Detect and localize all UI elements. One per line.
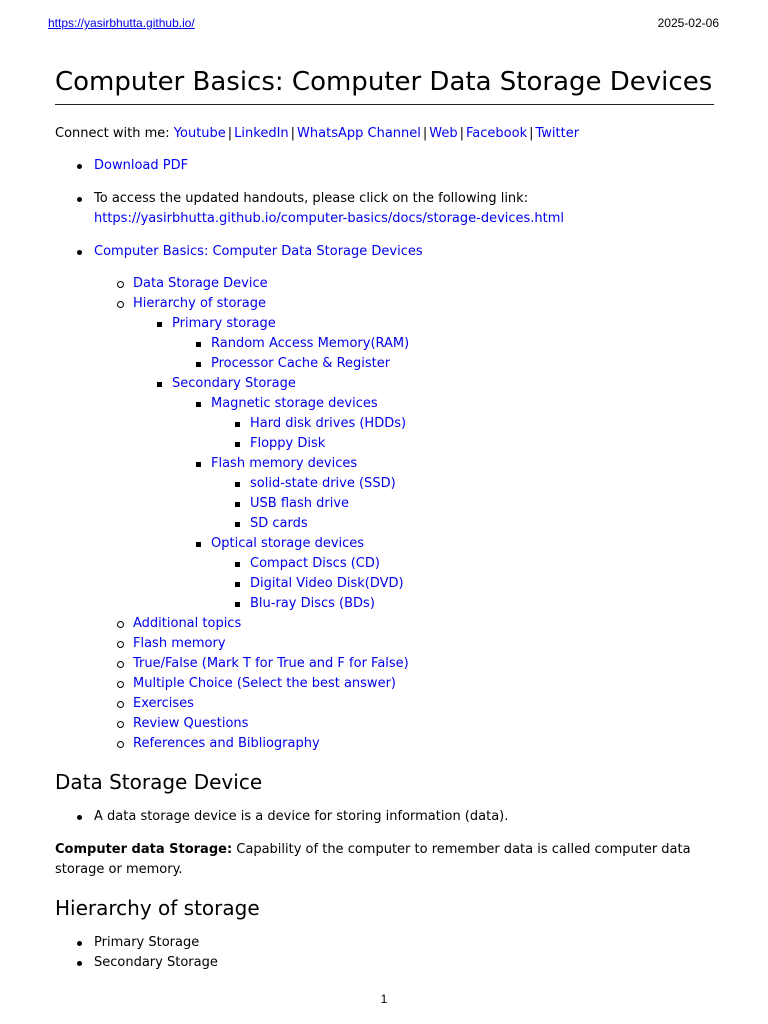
definition-term: Computer data Storage: [55, 842, 233, 857]
toc-link-magnetic[interactable]: Magnetic storage devices [211, 396, 378, 411]
toc-item [94, 734, 715, 754]
header-date: 2025-02-06 [657, 16, 719, 30]
toc-sublist [172, 334, 715, 374]
toc-sublist [211, 414, 715, 454]
separator: | [529, 126, 534, 141]
toc-link-sd[interactable]: SD cards [250, 516, 308, 531]
toc-item [211, 494, 715, 514]
toc-item [211, 554, 715, 574]
toc-item [94, 614, 715, 634]
toc-item [172, 534, 715, 614]
separator: | [459, 126, 465, 141]
list-item: Primary Storage [55, 933, 715, 953]
linkedin-link[interactable]: LinkedIn [234, 126, 289, 141]
toc-item [172, 394, 715, 454]
toc-item [172, 454, 715, 534]
toc-link-bd[interactable]: Blu-ray Discs (BDs) [250, 596, 375, 611]
page-title: Computer Basics: Computer Data Storage Devices [55, 66, 714, 105]
toc-link-ssd[interactable]: solid-state drive (SSD) [250, 476, 396, 491]
separator: | [227, 126, 233, 141]
toc-item [211, 594, 715, 614]
toc-link-cd[interactable]: Compact Discs (CD) [250, 556, 380, 571]
toc-item [211, 414, 715, 434]
youtube-link[interactable]: Youtube [173, 126, 226, 141]
toc-title-link[interactable]: Computer Basics: Computer Data Storage Devices [94, 244, 423, 259]
toc-sublist [211, 474, 715, 534]
toc-link-primary[interactable]: Primary storage [172, 316, 276, 331]
toc-link-dvd[interactable]: Digital Video Disk(DVD) [250, 576, 404, 591]
list-item: Secondary Storage [55, 953, 715, 973]
toc-link-hierarchy[interactable]: Hierarchy of storage [133, 296, 267, 311]
toc-item [94, 674, 715, 694]
toc-link-cache[interactable]: Processor Cache & Register [211, 356, 391, 371]
toc-item [211, 474, 715, 494]
facebook-link[interactable]: Facebook [466, 126, 528, 141]
toc-link-references[interactable]: References and Bibliography [133, 736, 320, 751]
toc-item [172, 354, 715, 374]
list-item [55, 189, 715, 229]
section-heading-hierarchy: Hierarchy of storage [55, 896, 260, 920]
toc-item [172, 334, 715, 354]
handout-link[interactable]: https://yasirbhutta.github.io/computer-basics/docs/storage-devices.html [94, 211, 565, 226]
list-item [55, 156, 715, 176]
toc-item [94, 654, 715, 674]
toc-link-floppy[interactable]: Floppy Disk [250, 436, 326, 451]
header-url-link[interactable]: https://yasirbhutta.github.io/ [48, 16, 195, 30]
main-content [55, 124, 715, 973]
toc-link-flash-devices[interactable]: Flash memory devices [211, 456, 358, 471]
toc-sublist [133, 314, 715, 614]
separator: | [422, 126, 428, 141]
connect-line [55, 124, 715, 144]
toc-link-additional[interactable]: Additional topics [133, 616, 242, 631]
toc-item [211, 434, 715, 454]
toc-item [94, 714, 715, 734]
toc-item [94, 694, 715, 714]
top-list [55, 156, 715, 754]
toc-link-exercises[interactable]: Exercises [133, 696, 194, 711]
list-item [55, 242, 715, 754]
list-item: A data storage device is a device for storing information (data). [55, 807, 715, 827]
separator: | [290, 126, 296, 141]
page-number: 1 [380, 992, 388, 1006]
toc-sublist [172, 394, 715, 614]
toc-link-flash-memory[interactable]: Flash memory [133, 636, 226, 651]
toc-item [94, 274, 715, 294]
toc-link-ram[interactable]: Random Access Memory(RAM) [211, 336, 410, 351]
definition-text: Capability of the computer to remember data is called computer data storage or memory. [55, 842, 691, 877]
toc-item [211, 514, 715, 534]
toc-list [94, 274, 715, 754]
toc-sublist [211, 554, 715, 614]
web-link[interactable]: Web [429, 126, 458, 141]
toc-link-truefalse[interactable]: True/False (Mark T for True and F for False) [133, 656, 409, 671]
toc-item [94, 634, 715, 654]
toc-item [94, 294, 715, 614]
toc-item [133, 374, 715, 614]
section-list [55, 933, 715, 973]
toc-item [133, 314, 715, 374]
toc-link-usb[interactable]: USB flash drive [250, 496, 350, 511]
whatsapp-channel-link[interactable]: WhatsApp Channel [297, 126, 421, 141]
download-pdf-link[interactable]: Download PDF [94, 158, 189, 173]
section-list [55, 807, 715, 827]
definition-paragraph [55, 840, 715, 880]
twitter-link[interactable]: Twitter [535, 126, 580, 141]
access-text: To access the updated handouts, please click on the following link: [94, 191, 529, 206]
toc-link-optical[interactable]: Optical storage devices [211, 536, 365, 551]
toc-link-hdd[interactable]: Hard disk drives (HDDs) [250, 416, 407, 431]
toc-item [211, 574, 715, 594]
toc-link-data-storage-device[interactable]: Data Storage Device [133, 276, 268, 291]
connect-prefix: Connect with me: [55, 126, 170, 141]
section-heading-data-storage-device: Data Storage Device [55, 770, 263, 794]
toc-link-review[interactable]: Review Questions [133, 716, 249, 731]
toc-link-mcq[interactable]: Multiple Choice (Select the best answer) [133, 676, 396, 691]
toc-link-secondary[interactable]: Secondary Storage [172, 376, 296, 391]
